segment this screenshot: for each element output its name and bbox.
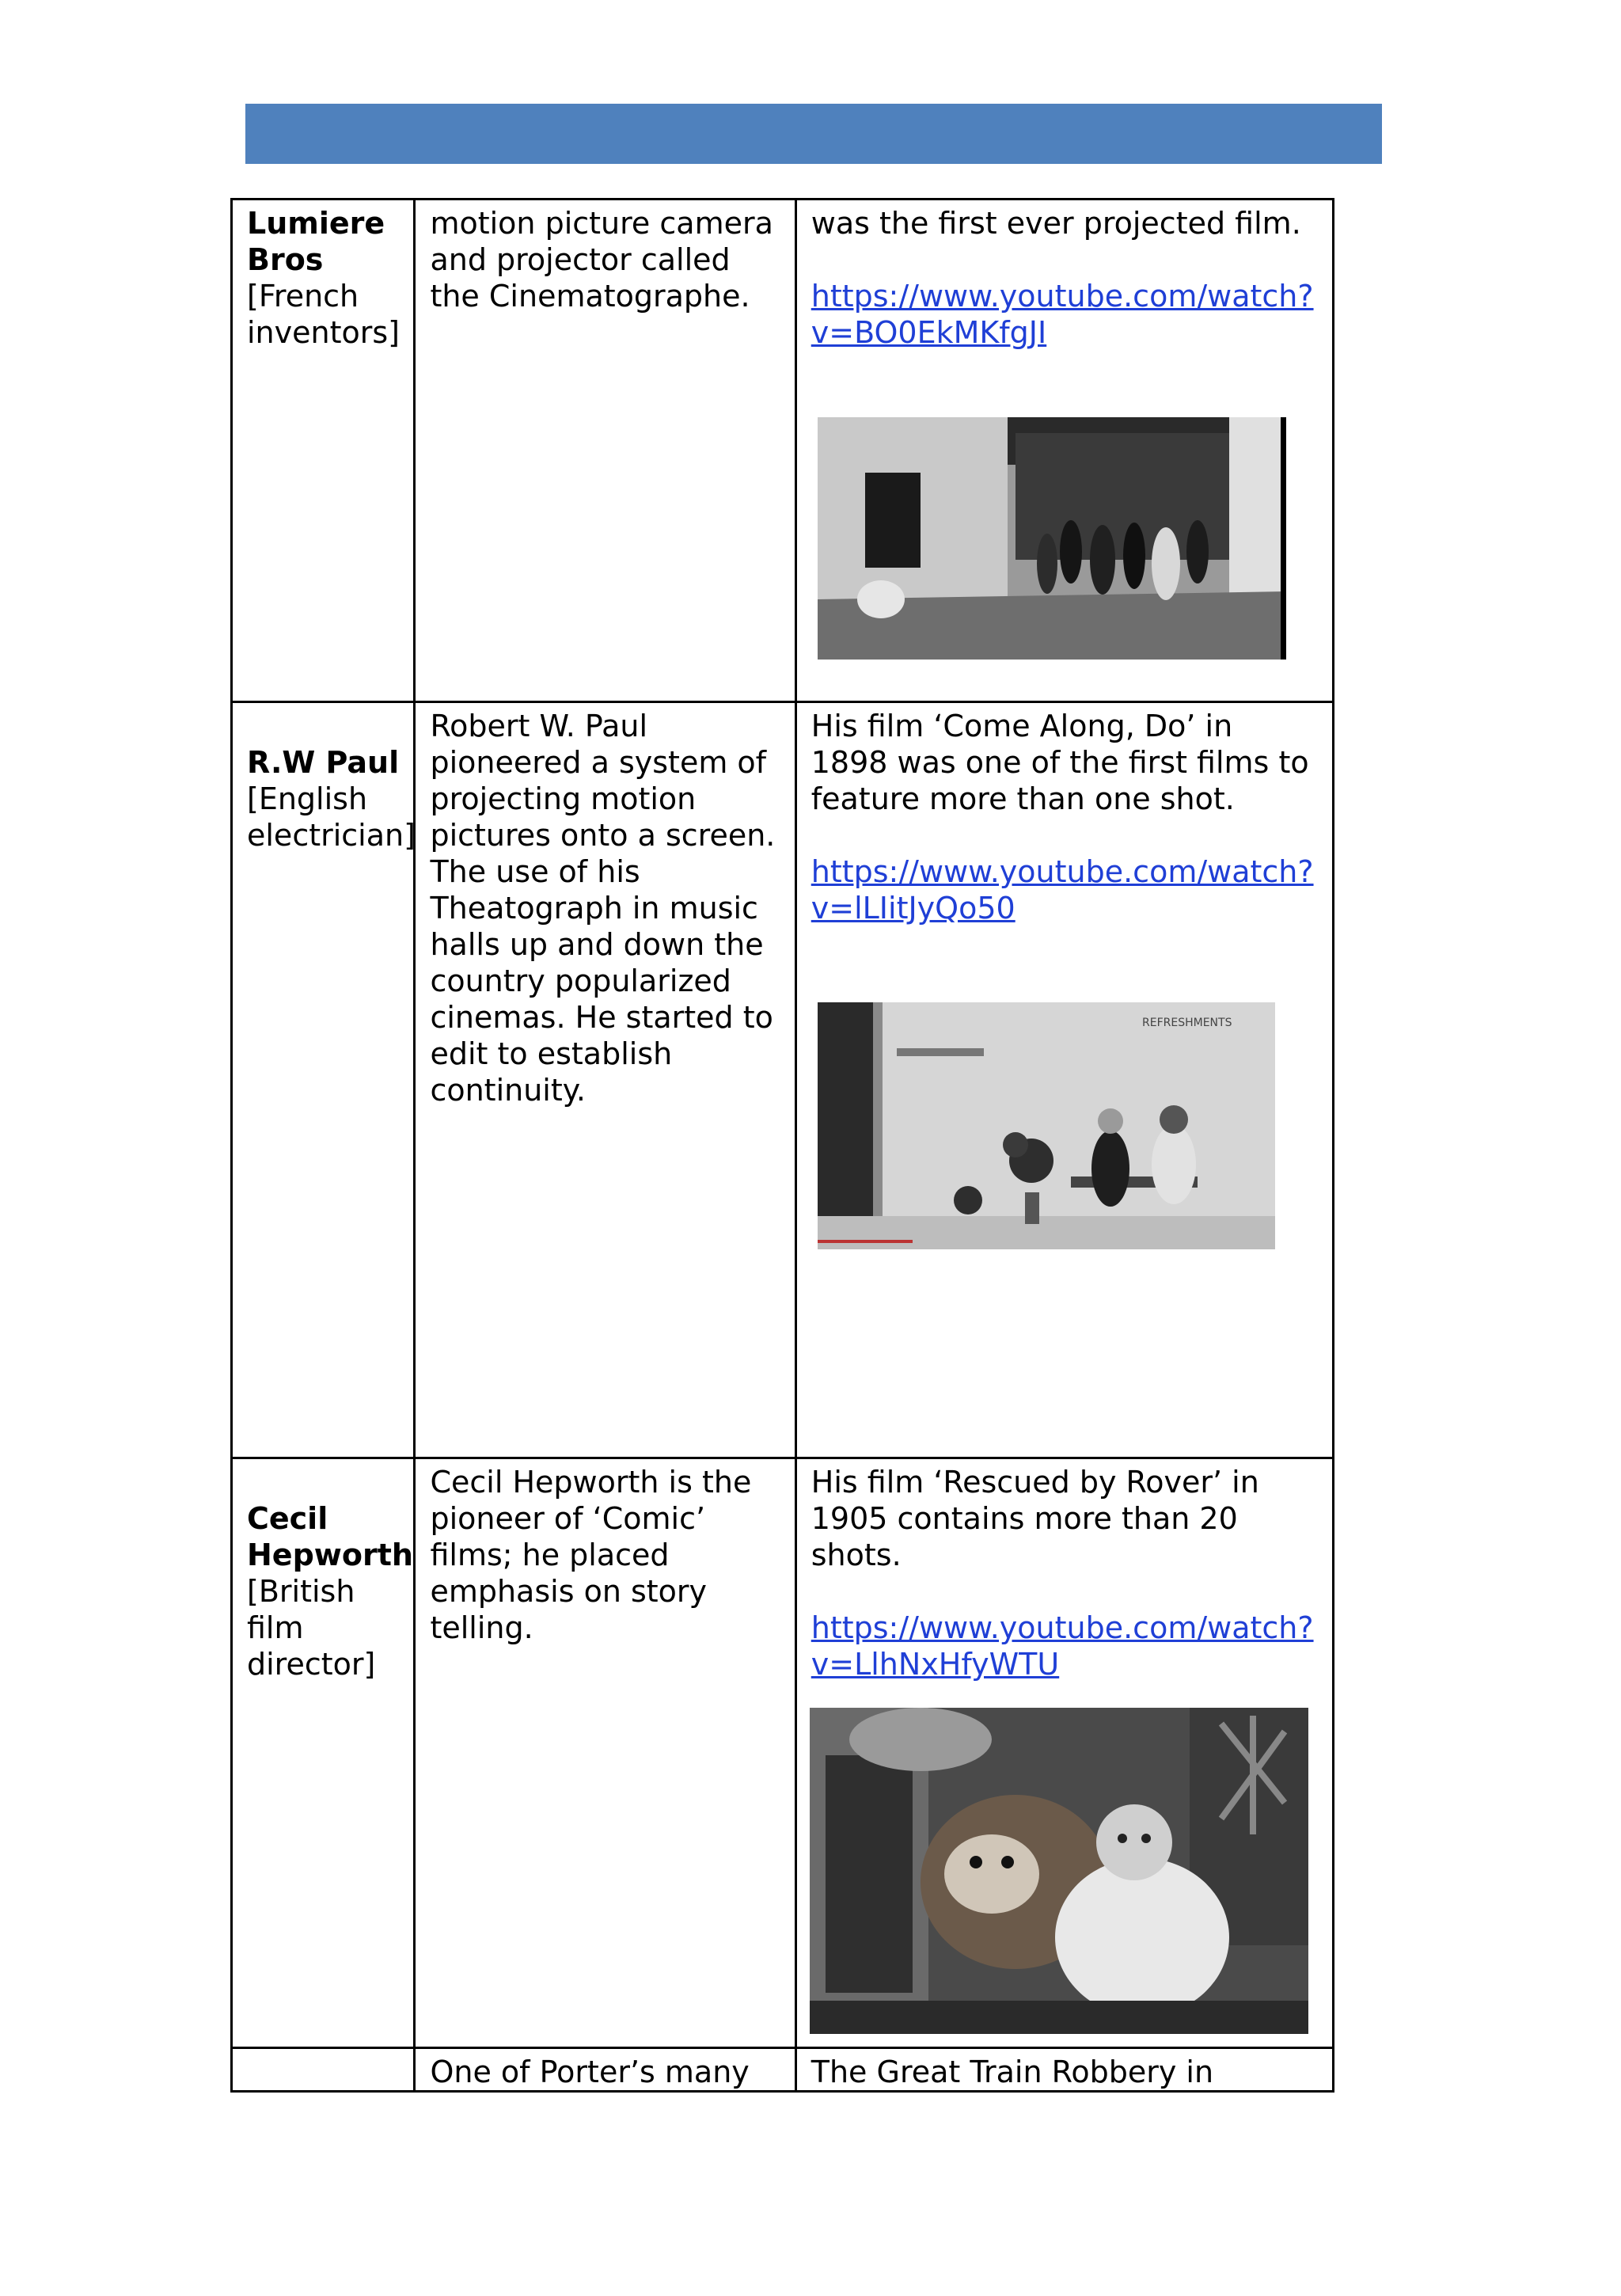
table-row — [232, 1458, 1334, 2048]
film-note: His film ‘Come Along, Do’ in 1898 was one of the first films to feature more than one shot. — [810, 709, 1309, 816]
film-note: was the first ever projected film. — [810, 206, 1301, 241]
pioneer-cell — [232, 2048, 415, 2092]
film-still-factory-icon — [818, 417, 1286, 660]
pioneer-name: Lumiere Bros — [247, 206, 385, 277]
pioneer-cell — [232, 200, 415, 702]
description-text: motion picture camera and projector called the Cinematographe. — [430, 206, 773, 314]
film-cell — [795, 702, 1333, 1458]
table-row — [232, 200, 1334, 702]
description-cell — [415, 200, 795, 702]
film-link[interactable]: https://www.youtube.com/watch?v=BO0EkMKfgJI — [810, 279, 1314, 350]
description-text: One of Porter’s many — [430, 2055, 750, 2089]
pioneer-name: Cecil Hepworth — [247, 1501, 413, 1572]
film-still-dog-baby-icon — [810, 1708, 1308, 2034]
film-link[interactable]: https://www.youtube.com/watch?v=lLIitJyQo50 — [810, 854, 1314, 926]
description-cell — [415, 2048, 795, 2092]
table-row — [232, 2048, 1334, 2092]
description-text: Cecil Hepworth is the pioneer of ‘Comic’ films; he placed emphasis on story telling. — [430, 1465, 752, 1645]
film-note: The Great Train Robbery in — [810, 2055, 1214, 2089]
film-link[interactable]: https://www.youtube.com/watch?v=LlhNxHfyWTU — [810, 1610, 1314, 1682]
history-table — [230, 198, 1334, 2093]
pioneer-name: R.W Paul — [247, 745, 400, 780]
pioneer-role: [British film director] — [247, 1574, 376, 1682]
refreshments-sign: REFRESHMENTS — [1141, 1017, 1232, 1029]
description-text: Robert W. Paul pioneered a system of projecting motion pictures onto a screen. The use of his Theatograph in music halls up and down the country popularized cinemas. He started to edit to establish continuity. — [430, 709, 776, 1108]
description-cell — [415, 1458, 795, 2048]
film-note: His film ‘Rescued by Rover’ in 1905 contains more than 20 shots. — [810, 1465, 1259, 1572]
pioneer-role: [English electrician] — [247, 781, 416, 853]
pioneer-cell — [232, 702, 415, 1458]
film-still-couple-icon — [818, 1002, 1275, 1249]
table-row — [232, 702, 1334, 1458]
pioneer-role: [French inventors] — [247, 279, 400, 350]
pioneer-cell — [232, 1458, 415, 2048]
header-band — [245, 104, 1382, 164]
film-cell — [795, 1458, 1333, 2048]
film-cell — [795, 2048, 1333, 2092]
description-cell — [415, 702, 795, 1458]
film-cell — [795, 200, 1333, 702]
